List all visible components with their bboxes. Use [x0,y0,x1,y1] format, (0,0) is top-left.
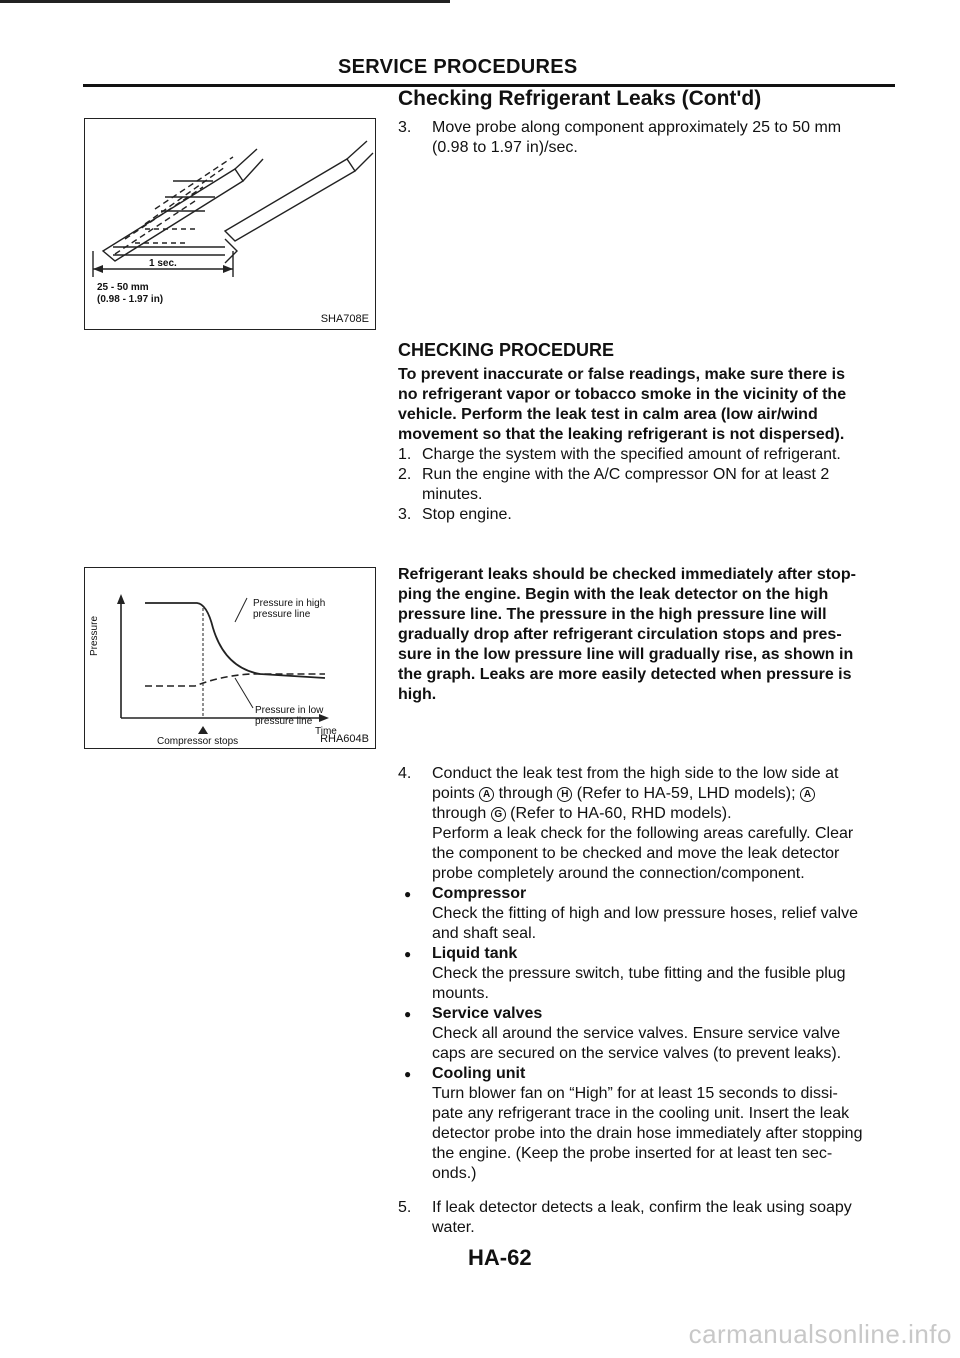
figure-code: RHA604B [320,733,369,745]
high-pressure-label-2: pressure line [253,609,311,620]
note-line: pressure line. The pressure in the high pressure line will [398,606,827,623]
x-axis-label: Time [315,726,337,737]
component-line: onds.) [432,1165,477,1182]
probe-movement-figure [84,118,376,330]
step-number: 5. [398,1199,412,1216]
component-line: pate any refrigerant trace in the cooling unit. Insert the leak [432,1105,850,1122]
step-number: 2. [398,466,412,483]
point-a-marker: A [479,787,494,802]
distance-label: 25 - 50 mm [97,282,149,293]
checking-procedure-title: CHECKING PROCEDURE [398,340,615,360]
component-line: Check the fitting of high and low pressure hoses, relief valve [432,905,859,922]
component-title: Liquid tank [432,945,518,962]
watermark: carmanualsonline.info [688,1319,952,1349]
step-text-line [432,784,902,804]
component-line: and shaft seal. [432,925,537,942]
step-text-line: minutes. [422,486,483,503]
component-title: Compressor [432,885,527,902]
step-text-line [432,804,902,824]
component-title: Service valves [432,1005,543,1022]
pressure-graph [85,568,375,748]
note-line: gradually drop after refrigerant circulation stops and pres- [398,626,842,643]
step-text-line: Perform a leak check for the following areas carefully. Clear [432,825,854,842]
bullet-icon: ● [404,947,412,961]
point-a-marker: A [800,787,815,802]
component-line: Check the pressure switch, tube fitting and the fusible plug [432,965,846,982]
pressure-graph-figure [84,567,376,749]
note-line: high. [398,686,437,703]
step-text-line: Run the engine with the A/C compressor ON for at least 2 [422,466,830,483]
step-text-line: water. [432,1219,475,1236]
note-line: sure in the low pressure line will gradually rise, as shown in [398,646,854,663]
step-number: 3. [398,506,412,523]
intro-line: movement so that the leaking refrigerant is not dispersed). [398,426,845,443]
note-line: ping the engine. Begin with the leak detector on the high [398,586,829,603]
leak-note [398,565,898,705]
step-text-line: (0.98 to 1.97 in)/sec. [432,139,578,156]
step-text-line: the component to be checked and move the leak detector [432,845,840,862]
component-line: the engine. (Keep the probe inserted for at least ten sec- [432,1145,833,1162]
component-line: detector probe into the drain hose immediately after stopping [432,1125,863,1142]
component-line: mounts. [432,985,489,1002]
text-run: through [498,785,553,802]
compressor-stop-label: Compressor stops [157,736,239,747]
low-pressure-label: Pressure in low [255,705,324,716]
note-line: Refrigerant leaks should be checked immediately after stop- [398,566,856,583]
y-axis-label: Pressure [89,615,100,656]
text-run: (Refer to HA-59, LHD models); [576,785,796,802]
low-label-leader [235,678,253,708]
high-pressure-label: Pressure in high [253,598,326,609]
procedure-intro [398,365,898,445]
page-number: HA-62 [468,1245,532,1270]
component-title: Cooling unit [432,1065,526,1082]
figure-code: SHA708E [320,313,369,325]
text-run: through [432,805,487,822]
time-label: 1 sec. [149,258,177,269]
step-text-line: Move probe along component approximately 25 to 50 mm [432,119,842,136]
step-text-line: Stop engine. [422,506,512,523]
point-h-marker: H [557,787,572,802]
bullet-icon: ● [404,1007,412,1021]
intro-line: no refrigerant vapor or tobacco smoke in the vicinity of the [398,386,847,403]
component-line: Turn blower fan on “High” for at least 15 seconds to dissi- [432,1085,838,1102]
stop-arrow [198,726,208,734]
top-edge-line [0,0,450,3]
low-pressure-label-2: pressure line [255,716,313,727]
bullet-icon: ● [404,1067,412,1081]
page-heading: Checking Refrigerant Leaks (Cont'd) [398,87,762,110]
section-title: SERVICE PROCEDURES [338,56,578,78]
step-text-line: Charge the system with the specified amount of refrigerant. [422,446,841,463]
high-label-leader [235,598,247,622]
text-run: (Refer to HA-60, RHD models). [510,805,732,822]
bullet-icon: ● [404,887,412,901]
step-number: 4. [398,765,412,782]
component-line: caps are secured on the service valves (to prevent leaks). [432,1045,842,1062]
intro-line: To prevent inaccurate or false readings, make sure there is [398,366,845,383]
point-g-marker: G [491,807,506,822]
text-run: points [432,785,475,802]
distance-label-inches: (0.98 - 1.97 in) [97,294,164,305]
intro-line: vehicle. Perform the leak test in calm area (low air/wind [398,406,818,423]
step-number: 1. [398,446,412,463]
step-text-line: Conduct the leak test from the high side to the low side at [432,765,839,782]
step-text-line: If leak detector detects a leak, confirm the leak using soapy [432,1199,852,1216]
step-number: 3. [398,119,412,136]
note-line: the graph. Leaks are more easily detected when pressure is [398,666,852,683]
step-text-line: probe completely around the connection/component. [432,865,805,882]
component-line: Check all around the service valves. Ensure service valve [432,1025,841,1042]
